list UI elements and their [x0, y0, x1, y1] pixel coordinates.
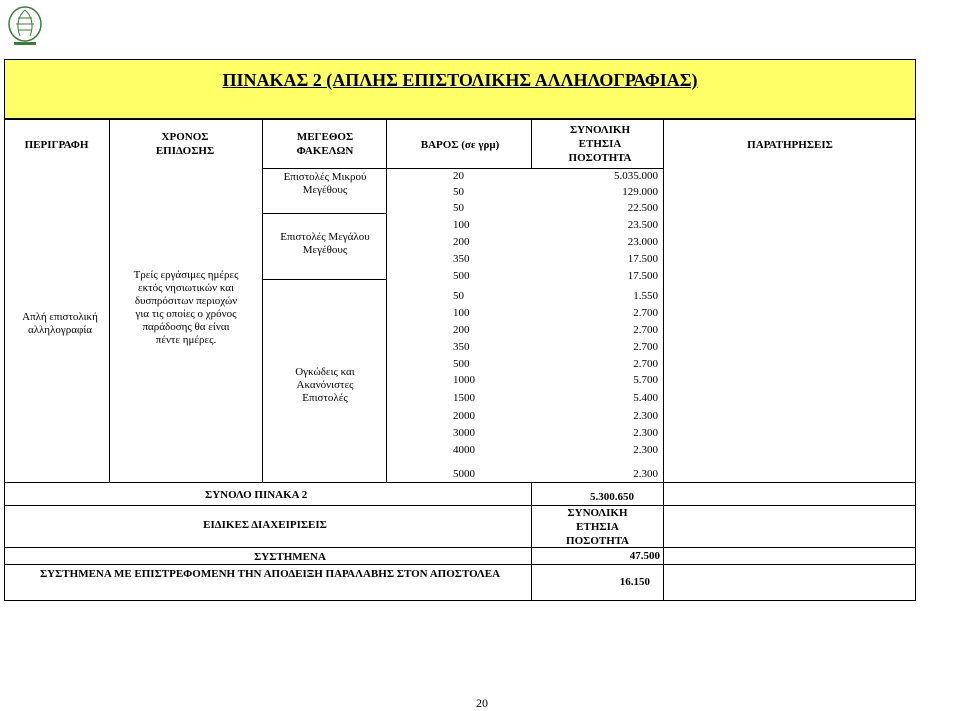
header-paratiriseis: ΠΑΡΑΤΗΡΗΣΕΙΣ — [747, 139, 833, 151]
emblem-logo — [4, 4, 46, 48]
quantity-cell: 2.700 — [633, 324, 658, 336]
quantity-cell: 17.500 — [627, 270, 658, 282]
weight-cell: 20 — [453, 170, 464, 182]
quantity-cell: 5.400 — [633, 392, 658, 404]
quantity-cell: 5.035.000 — [614, 170, 658, 182]
special-qty-header: ΣΥΝΟΛΙΚΗ ΕΤΗΣΙΑ ΠΟΣΟΤΗΤΑ — [566, 507, 629, 547]
weight-cell: 1000 — [453, 374, 475, 386]
quantity-cell: 22.500 — [627, 202, 658, 214]
quantity-cell: 2.700 — [633, 358, 658, 370]
row-divider — [4, 564, 916, 565]
special-label: ΕΙΔΙΚΕΣ ΔΙΑΧΕΙΡΙΣΕΙΣ — [203, 519, 327, 531]
weight-cell: 100 — [453, 219, 470, 231]
row-divider — [262, 168, 663, 169]
size-bulky: Ογκώδεις και Ακανόνιστες Επιστολές — [295, 366, 355, 404]
quantity-cell: 1.550 — [633, 290, 658, 302]
quantity-cell: 2.300 — [633, 468, 658, 480]
row-divider — [4, 482, 916, 483]
weight-cell: 50 — [453, 186, 464, 198]
header-perigrafi: ΠΕΡΙΓΡΑΦΗ — [24, 139, 89, 151]
quantity-cell: 129.000 — [622, 186, 658, 198]
registered-label: ΣΥΣΤΗΜΕΝΑ — [254, 551, 326, 563]
col-divider — [663, 119, 664, 482]
header-xronos: ΧΡΟΝΟΣ ΕΠΙΔΟΣΗΣ — [155, 131, 215, 157]
weight-cell: 1500 — [453, 392, 475, 404]
quantity-cell: 17.500 — [627, 253, 658, 265]
weight-cell: 50 — [453, 202, 464, 214]
weight-cell: 350 — [453, 341, 470, 353]
registered-ack-value: 16.150 — [619, 576, 650, 588]
row-divider — [262, 279, 386, 280]
weight-cell: 4000 — [453, 444, 475, 456]
quantity-cell: 2.700 — [633, 341, 658, 353]
registered-value: 47.500 — [629, 550, 660, 562]
weight-cell: 2000 — [453, 410, 475, 422]
weight-cell: 50 — [453, 290, 464, 302]
quantity-cell: 23.000 — [627, 236, 658, 248]
weight-cell: 350 — [453, 253, 470, 265]
quantity-cell: 2.300 — [633, 427, 658, 439]
quantity-cell: 2.300 — [633, 410, 658, 422]
weight-cell: 100 — [453, 307, 470, 319]
header-posotita: ΣΥΝΟΛΙΚΗ ΕΤΗΣΙΑ ΠΟΣΟΤΗΤΑ — [568, 124, 632, 164]
total-label: ΣΥΝΟΛΟ ΠΙΝΑΚΑ 2 — [205, 489, 308, 501]
col-divider — [531, 119, 532, 169]
col-divider — [386, 119, 387, 482]
quantity-cell: 23.500 — [627, 219, 658, 231]
weight-cell: 200 — [453, 236, 470, 248]
row-divider — [262, 213, 386, 214]
weight-cell: 5000 — [453, 468, 475, 480]
size-large: Επιστολές Μεγάλου Μεγέθους — [280, 231, 370, 256]
quantity-cell: 2.700 — [633, 307, 658, 319]
weight-cell: 200 — [453, 324, 470, 336]
quantity-cell: 2.300 — [633, 444, 658, 456]
header-megethos: ΜΕΓΕΘΟΣ ΦΑΚΕΛΩΝ — [296, 131, 354, 157]
col-divider — [663, 482, 664, 601]
row-divider — [4, 505, 916, 506]
weight-cell: 500 — [453, 270, 470, 282]
weight-cell: 3000 — [453, 427, 475, 439]
col-divider — [109, 119, 110, 482]
row-divider — [4, 547, 916, 548]
description-cell: Απλή επιστολική αλληλογραφία — [22, 311, 98, 336]
page-title: ΠΙΝΑΚΑΣ 2 (ΑΠΛΗΣ ΕΠΙΣΤΟΛΙΚΗΣ ΑΛΛΗΛΟΓΡΑΦΙΑΣ) — [222, 70, 698, 90]
header-varos: ΒΑΡΟΣ (σε γρμ) — [420, 139, 500, 151]
weight-cell: 500 — [453, 358, 470, 370]
total-value: 5.300.650 — [590, 491, 634, 503]
size-small: Επιστολές Μικρού Μεγέθους — [283, 171, 367, 196]
registered-ack-label: ΣΥΣΤΗΜΕΝΑ ΜΕ ΕΠΙΣΤΡΕΦΟΜΕΝΗ ΤΗΝ ΑΠΟΔΕΙΞΗ ΠΑΡΑΛΑΒΗΣ ΣΤΟΝ ΑΠΟΣΤΟΛΕΑ — [39, 568, 501, 580]
page-number: 20 — [476, 696, 488, 710]
delivery-time-cell: Τρείς εργάσιμες ημέρες εκτός νησιωτικών και δυσπρόσιτων περιοχών για τις οποίες ο χρόνος παράδοσης θα είναι πέντε ημέρες. — [133, 269, 239, 346]
col-divider — [262, 119, 263, 482]
quantity-cell: 5.700 — [633, 374, 658, 386]
col-divider — [531, 482, 532, 601]
